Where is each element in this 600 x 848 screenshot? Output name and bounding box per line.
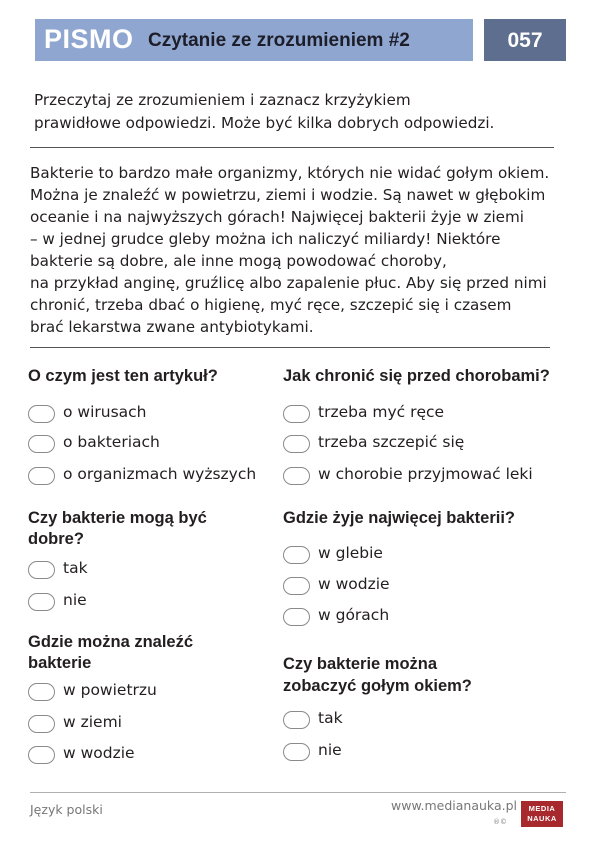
answer-label: w glebie (318, 544, 383, 562)
answer-label: w chorobie przyjmować leki (318, 465, 533, 483)
article-line: Można je znaleźć w powietrzu, ziemi i wodzie. Są nawet w głębokim (30, 186, 546, 204)
answer-option[interactable] (283, 708, 523, 732)
answer-option[interactable] (283, 464, 563, 488)
question-title: zobaczyć gołym okiem? (283, 677, 472, 695)
answer-label: w górach (318, 606, 390, 624)
answer-label: tak (63, 559, 88, 577)
logo-line: MEDIA (528, 804, 556, 813)
answer-checkbox[interactable] (28, 683, 55, 701)
logo-line: NAUKA (527, 814, 557, 823)
answer-checkbox[interactable] (283, 577, 310, 595)
article-line: na przykład anginę, gruźlicę albo zapalenie płuc. Aby się przed nimi (30, 274, 547, 292)
answer-checkbox[interactable] (283, 435, 310, 453)
answer-checkbox[interactable] (28, 746, 55, 764)
question-title: bakterie (28, 654, 92, 672)
answer-option[interactable] (28, 402, 268, 426)
question-title: Jak chronić się przed chorobami? (283, 367, 550, 385)
answer-option[interactable] (283, 574, 523, 598)
divider (30, 347, 550, 348)
article-line: chronić, trzeba dbać o higienę, myć ręce, szczepić się i czasem (30, 296, 512, 314)
answer-checkbox[interactable] (283, 711, 310, 729)
footer-divider (30, 792, 566, 793)
answer-option[interactable] (283, 432, 563, 456)
answer-checkbox[interactable] (28, 593, 55, 611)
answer-checkbox[interactable] (283, 405, 310, 423)
answer-label: o bakteriach (63, 433, 160, 451)
answer-label: w powietrzu (63, 681, 157, 699)
worksheet-number: 057 (507, 29, 543, 52)
answer-option[interactable] (283, 740, 523, 764)
answer-option[interactable] (28, 464, 268, 488)
medianauka-logo (521, 801, 563, 827)
answer-option[interactable] (28, 743, 268, 767)
answer-checkbox[interactable] (28, 715, 55, 733)
question-title: O czym jest ten artykuł? (28, 367, 218, 385)
answer-option[interactable] (283, 402, 563, 426)
article-line: bakterie są dobre, ale inne mogą powodować choroby, (30, 252, 447, 270)
answer-label: nie (63, 591, 87, 609)
answer-option[interactable] (28, 432, 268, 456)
answer-checkbox[interactable] (283, 467, 310, 485)
answer-label: trzeba myć ręce (318, 403, 445, 421)
answer-checkbox[interactable] (283, 546, 310, 564)
answer-label: tak (318, 709, 343, 727)
question-title: Czy bakterie można (283, 655, 438, 673)
question-title: Gdzie można znaleźć (28, 633, 194, 651)
answer-label: nie (318, 741, 342, 759)
answer-option[interactable] (28, 590, 268, 614)
answer-option[interactable] (283, 605, 523, 629)
answer-label: w ziemi (63, 713, 122, 731)
answer-label: o organizmach wyższych (63, 465, 257, 483)
answer-checkbox[interactable] (283, 608, 310, 626)
answer-checkbox[interactable] (28, 405, 55, 423)
answer-option[interactable] (28, 558, 268, 582)
question-title: Czy bakterie mogą być (28, 509, 207, 527)
answer-label: trzeba szczepić się (318, 433, 465, 451)
answer-option[interactable] (28, 680, 268, 704)
answer-label: w wodzie (63, 744, 135, 762)
answer-checkbox[interactable] (283, 743, 310, 761)
question-title: Gdzie żyje najwięcej bakterii? (283, 509, 516, 527)
question-title: dobre? (28, 530, 84, 548)
answer-label: o wirusach (63, 403, 147, 421)
answer-checkbox[interactable] (28, 561, 55, 579)
article-line: brać lekarstwa zwane antybiotykami. (30, 318, 314, 336)
divider (30, 147, 554, 148)
instruction-line-2: prawidłowe odpowiedzi. Może być kilka dobrych odpowiedzi. (34, 114, 495, 132)
article-line: – w jednej grudce gleby można ich naliczyć miliardy! Niektóre (30, 230, 501, 248)
answer-checkbox[interactable] (28, 435, 55, 453)
footer-subject: Język polski (30, 802, 103, 817)
answer-label: w wodzie (318, 575, 390, 593)
instruction-line-1: Przeczytaj ze zrozumieniem i zaznacz krzyżykiem (34, 91, 411, 109)
article-line: Bakterie to bardzo małe organizmy, których nie widać gołym okiem. (30, 164, 550, 182)
answer-checkbox[interactable] (28, 467, 55, 485)
answer-option[interactable] (283, 543, 523, 567)
worksheet-title: Czytanie ze zrozumieniem #2 (148, 30, 410, 51)
footer-url-link[interactable]: www.medianauka.pl (391, 798, 517, 813)
footer-trademark: ®© (493, 818, 507, 826)
answer-option[interactable] (28, 712, 268, 736)
subject-label: PISMO (44, 24, 134, 54)
article-line: oceanie i na najwyższych górach! Najwięcej bakterii żyje w ziemi (30, 208, 525, 226)
